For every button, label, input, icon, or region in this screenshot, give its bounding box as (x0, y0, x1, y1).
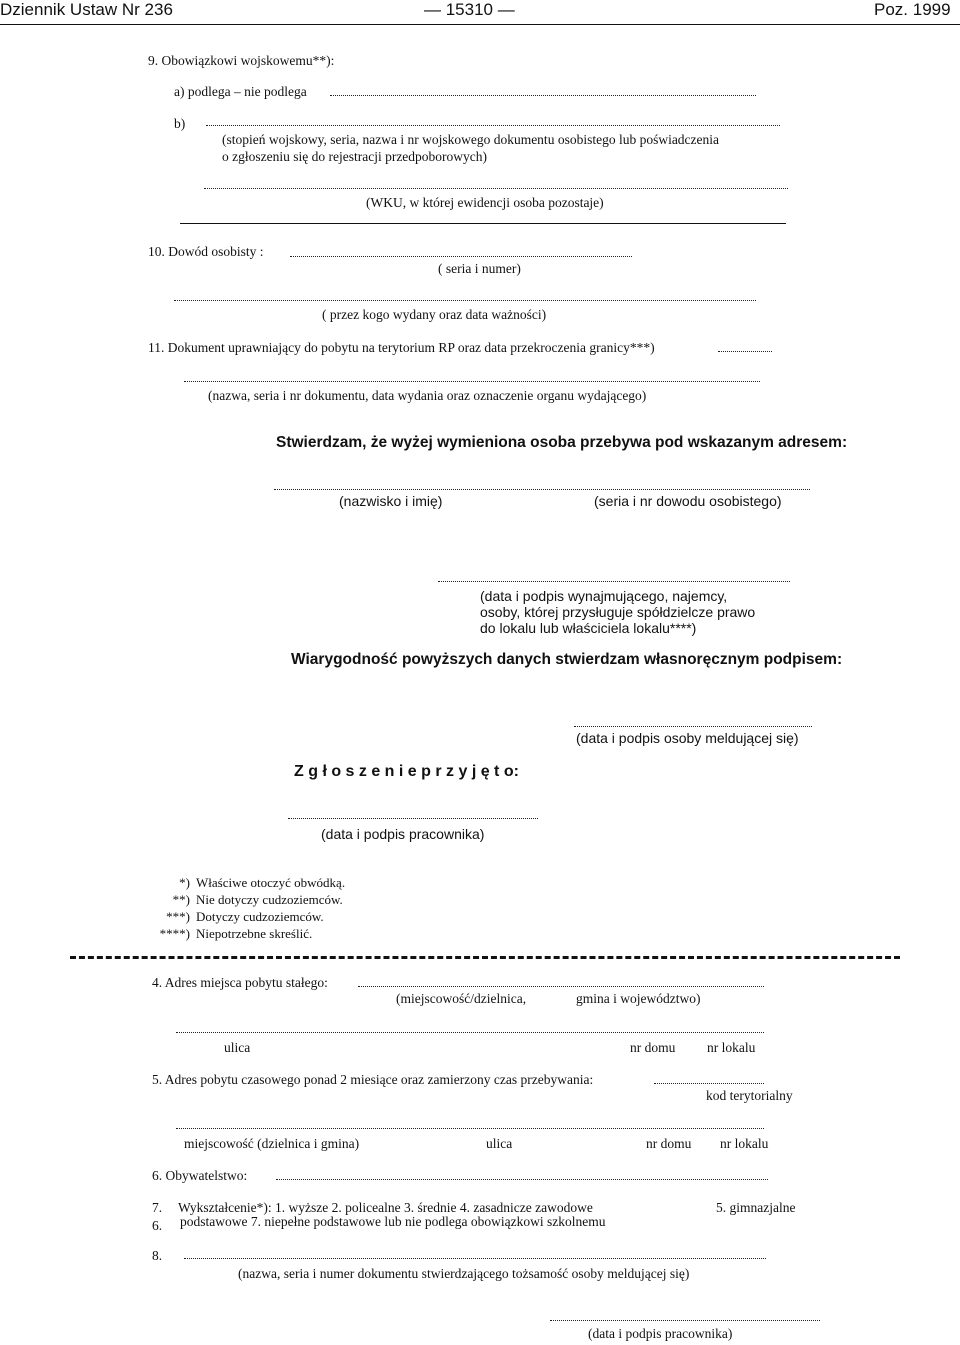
item4-caption-region: gmina i województwo) (576, 991, 701, 1006)
item7-option-5: 5. gimnazjalne (716, 1200, 796, 1215)
clerk-signature-field[interactable] (288, 818, 538, 819)
item10-issuer-field[interactable] (174, 300, 756, 301)
item11-field[interactable] (184, 381, 760, 382)
footnote-item: *) Właściwe otoczyć obwódką. (179, 875, 346, 890)
item11-field-inline[interactable] (718, 351, 772, 352)
item11-label: 11. Dokument uprawniający do pobytu na terytorium RP oraz data przekroczenia granicy***) (148, 340, 655, 355)
item4-flat-caption: nr lokalu (707, 1040, 756, 1055)
cut-line (70, 956, 900, 959)
bottom-clerk-caption: (data i podpis pracownika) (588, 1326, 733, 1341)
confirm-signature-field[interactable] (274, 489, 810, 490)
confirm-id-caption: (seria i nr dowodu osobistego) (594, 493, 782, 509)
landlord-caption-2: osoby, której przysługuje spółdzielcze prawo (480, 604, 756, 620)
signer-caption: (data i podpis osoby meldującej się) (576, 730, 799, 746)
item9-b-caption-2: o zgłoszeniu się do rejestracji przedpoborowych) (222, 149, 488, 164)
item10-id-field[interactable] (290, 256, 632, 257)
confirm-name-caption: (nazwisko i imię) (339, 493, 443, 509)
item4-house-caption: nr domu (630, 1040, 676, 1055)
item11-caption: (nazwa, seria i nr dokumentu, data wydania oraz oznaczenie organu wydającego) (208, 388, 647, 403)
item9-a: a) podlega – nie podlega (174, 84, 307, 99)
item9-label: 9. Obowiązkowi wojskowemu**): (148, 53, 335, 68)
item9-b-caption-1: (stopień wojskowy, seria, nazwa i nr wojskowego dokumentu osobistego lub poświadczenia (222, 132, 720, 147)
item6-label: 6. Obywatelstwo: (152, 1168, 248, 1183)
item7-number-2: 6. (152, 1218, 163, 1233)
item5-territorial-code: kod terytorialny (706, 1088, 793, 1103)
item9-wku-field[interactable] (204, 188, 788, 189)
item8-number: 8. (152, 1248, 163, 1263)
item10-label: 10. Dowód osobisty : (148, 244, 264, 259)
item7-education-options-2: podstawowe 7. niepełne podstawowe lub nie podlega obowiązkowi szkolnemu (180, 1214, 606, 1229)
item7-number: 7. (152, 1200, 163, 1215)
item8-field[interactable] (184, 1258, 766, 1259)
item5-field-inline[interactable] (654, 1083, 764, 1084)
item10-caption-1: ( seria i numer) (438, 261, 521, 276)
landlord-caption-3: do lokalu lub właściciela lokalu****) (480, 620, 697, 636)
footnote-item: ****) Niepotrzebne skreślić. (159, 926, 313, 941)
footnote-item: **) Nie dotyczy cudzoziemców. (172, 892, 343, 907)
item9-wku-caption: (WKU, w której ewidencji osoba pozostaje) (366, 195, 604, 210)
item4-caption-place: (miejscowość/dzielnica, (396, 991, 527, 1006)
clerk-caption: (data i podpis pracownika) (321, 826, 485, 842)
landlord-signature-field[interactable] (438, 581, 790, 582)
item5-caption-house: nr domu (646, 1136, 692, 1151)
item5-label: 5. Adres pobytu czasowego ponad 2 miesiące oraz zamierzony czas przebywania: (152, 1072, 594, 1087)
header-page-number: — 15310 — (424, 0, 515, 19)
item5-caption-place: miejscowość (dzielnica i gmina) (184, 1136, 360, 1151)
header-rule (0, 24, 960, 25)
signer-signature-field[interactable] (574, 726, 812, 727)
authenticity-heading: Wiarygodność powyższych danych stwierdzam własnoręcznym podpisem: (291, 651, 843, 668)
header-position: Poz. 1999 (874, 0, 951, 19)
item9-b-field[interactable] (206, 125, 780, 126)
footnote-item: ***) Dotyczy cudzoziemców. (166, 909, 324, 924)
item4-label: 4. Adres miejsca pobytu stałego: (152, 975, 328, 990)
landlord-caption-1: (data i podpis wynajmującego, najemcy, (480, 588, 728, 604)
item10-caption-2: ( przez kogo wydany oraz data ważności) (322, 307, 547, 322)
item4-street-caption: ulica (224, 1040, 251, 1055)
item9-b: b) (174, 116, 186, 131)
item4-street-field[interactable] (176, 1032, 764, 1033)
item9-separator (180, 223, 786, 224)
item5-caption-street: ulica (486, 1136, 513, 1151)
item6-citizenship-field[interactable] (276, 1179, 768, 1180)
item9-a-field[interactable] (330, 95, 756, 96)
item5-caption-flat: nr lokalu (720, 1136, 769, 1151)
item7-education-options: Wykształcenie*): 1. wyższe 2. policealne 3. średnie 4. zasadnicze zawodowe (178, 1200, 593, 1215)
header-journal-title: Dziennik Ustaw Nr 236 (0, 0, 173, 19)
confirm-heading: Stwierdzam, że wyżej wymieniona osoba przebywa pod wskazanym adresem: (276, 434, 848, 451)
item4-field[interactable] (358, 986, 764, 987)
item8-caption: (nazwa, seria i numer dokumentu stwierdzającego tożsamość osoby meldującej się) (238, 1266, 690, 1281)
item5-address-field[interactable] (176, 1128, 764, 1129)
accepted-heading: Z g ł o s z e n i e p r z y j ę t o: (294, 763, 519, 780)
bottom-clerk-signature-field[interactable] (550, 1320, 820, 1321)
footnote-list (142, 874, 345, 942)
